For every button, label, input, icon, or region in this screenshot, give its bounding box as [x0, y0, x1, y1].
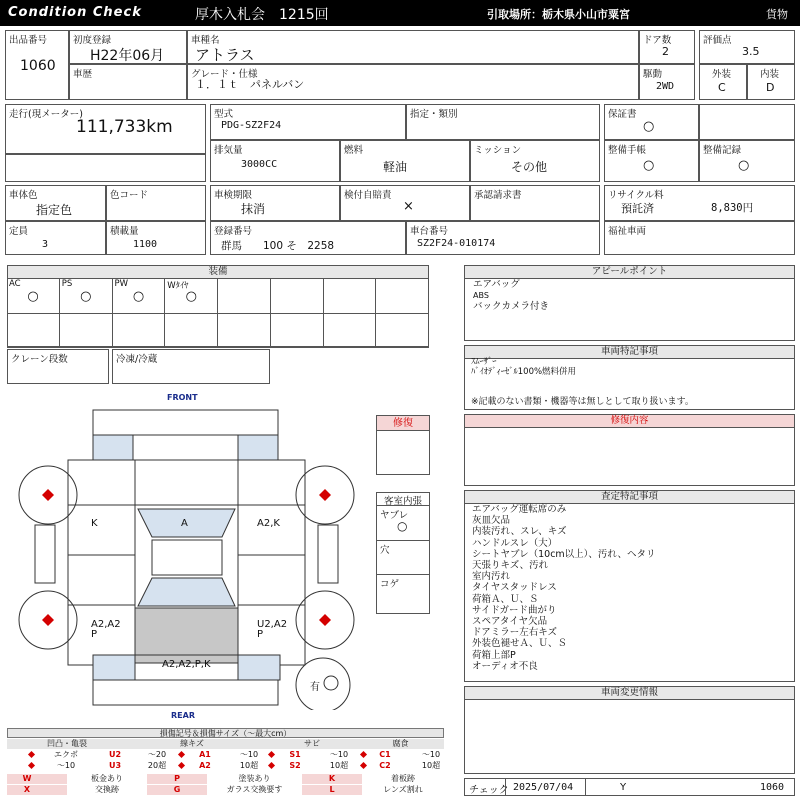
legend-size: 10超: [329, 761, 349, 770]
inspection-value: 抹消: [241, 202, 266, 216]
recycle-status: 預託済: [621, 202, 654, 215]
inspection-note-item: 内装汚れ、スレ、キズ: [472, 526, 567, 538]
inspection-label: 車検期限: [214, 190, 253, 201]
spare-label: 有: [310, 682, 320, 693]
load-value: 1100: [133, 239, 158, 250]
legend-desc: レンズ割れ: [362, 785, 444, 795]
inspection-note-item: 天張りキズ、汚れ: [472, 560, 549, 572]
interior-grade-label: 内装: [760, 69, 780, 80]
wheel-damage-marker: [319, 614, 331, 626]
legend-diamond-icon: [28, 762, 35, 769]
legend-size: ～10: [56, 761, 76, 770]
grade-value: １．１ｔ パネルバン: [195, 78, 305, 91]
wheel-damage-marker: [42, 489, 54, 501]
load-label: 積載量: [110, 226, 139, 237]
mission-value: その他: [511, 160, 548, 174]
inspection-note-item: 外装色褪せＡ、Ｕ、Ｓ: [472, 638, 568, 650]
model-name-value: アトラス: [195, 46, 255, 64]
mark-rear: A2,A2,P,K: [162, 659, 211, 670]
appeal-item: エアバッグ: [473, 279, 520, 290]
lot-cell: [5, 30, 69, 100]
legend-desc: 塗装あり: [207, 774, 302, 784]
changes-title: 車両変更情報: [465, 687, 794, 700]
equipment-item-mark: ○: [80, 289, 92, 304]
legend-group-rust: サビ: [304, 739, 320, 748]
equipment-slot: [271, 314, 324, 349]
lot-label: 出品番号: [9, 35, 48, 46]
vehicle-category: 貨物: [766, 8, 788, 21]
crane-label: クレーン段数: [11, 354, 68, 365]
equipment-slot: [376, 314, 429, 349]
equipment-slot: [324, 314, 377, 349]
doors-value: 2: [662, 45, 669, 58]
equipment-item-label: Wﾀｲﾔ: [167, 281, 189, 291]
legend-size: ～10: [421, 750, 441, 759]
reg-no-label: 登録番号: [214, 226, 253, 237]
interior-row-burn: [377, 575, 429, 613]
rear-bumper: [93, 680, 278, 705]
wheel-damage-marker: [319, 489, 331, 501]
fuel-label: 燃料: [344, 145, 364, 156]
capacity-value: 3: [42, 239, 49, 250]
designation-label: 指定・類別: [410, 109, 458, 120]
equipment-item-label: PS: [61, 279, 73, 289]
interior-row-hole: [377, 541, 429, 575]
reg-no-cell: [210, 221, 406, 255]
mark-right-rear: U2,A2 P: [257, 619, 288, 640]
recycle-fee: 8,830円: [711, 202, 754, 214]
history-cell: [69, 64, 187, 100]
inspection-note-item: 荷箱Ａ、Ｕ、Ｓ: [472, 593, 539, 605]
legend-code: S1: [289, 750, 301, 759]
mileage-value: 111,733km: [76, 117, 173, 137]
equipment-title: 装備: [8, 266, 428, 279]
mileage-label: 走行(現メーター): [9, 109, 83, 120]
inspection-note-item: スペアタイヤ欠品: [472, 616, 548, 628]
displacement-value: 3000CC: [241, 159, 278, 170]
fuel-cell: [340, 140, 470, 182]
equipment-item-mark: ○: [27, 289, 39, 304]
front-bumper: [93, 410, 278, 435]
brand-title: Condition Check: [8, 5, 142, 20]
color-cell: [5, 185, 106, 221]
grade-cell: [187, 64, 639, 100]
special-note: ※記載のない書類・機器等は無しとして取り扱います。: [471, 397, 694, 407]
drive-cell: [639, 64, 695, 100]
auction-title: 厚木入札会 1215回: [195, 7, 329, 23]
drive-label: 駆動: [643, 69, 663, 80]
legend-diamond-icon: [360, 762, 367, 769]
score-value: 3.5: [742, 45, 760, 58]
repair-content-title: 修復内容: [465, 415, 794, 428]
equipment-slot: [376, 279, 429, 314]
legend-groups: [7, 739, 444, 749]
legend-dent-label: エクボ: [54, 750, 78, 759]
spare-tire-hub: [324, 676, 338, 690]
approval-label: 承認請求書: [474, 190, 522, 201]
legend-code: C2: [379, 761, 391, 770]
legend-diamond-icon: [178, 762, 185, 769]
equipment-slot: [7, 279, 60, 314]
type-value: PDG-SZ2F24: [221, 120, 282, 131]
load-cell: [106, 221, 206, 255]
legend-code: X: [23, 785, 31, 794]
legend-diamond-icon: [178, 751, 185, 758]
maint-book-label: 整備手帳: [608, 145, 647, 156]
legend-desc: 着板跡: [362, 774, 444, 784]
approval-cell: [470, 185, 600, 221]
equipment-slot: [60, 314, 113, 349]
right-side-mirror: [318, 525, 338, 583]
inspection-note-item: 荷箱上部P: [472, 649, 516, 661]
cowl: [135, 460, 238, 505]
score-label: 評価点: [703, 35, 732, 46]
legend-code: U3: [108, 761, 122, 770]
displacement-cell: [210, 140, 340, 182]
equipment-item-label: PW: [114, 279, 129, 289]
legend-group-scratch: 線キズ: [180, 739, 204, 748]
capacity-label: 定員: [9, 226, 29, 237]
first-reg-label: 初度登録: [73, 35, 112, 46]
freezer-cell: [112, 349, 270, 384]
special-list: [471, 357, 576, 377]
displacement-label: 排気量: [214, 145, 243, 156]
exterior-value: C: [718, 81, 726, 94]
legend-size: ～20: [147, 750, 167, 759]
inspection-note-item: ドアミラー左右キズ: [472, 627, 558, 639]
legend-code: U2: [108, 750, 122, 759]
equipment-slot: [113, 314, 166, 349]
legend-diamond-icon: [268, 751, 275, 758]
doors-cell: [639, 30, 695, 64]
legend-desc: ガラス交換要す: [207, 785, 302, 795]
inspection-note-item: 灰皿欠品: [472, 515, 511, 527]
maint-book-cell: [604, 140, 699, 182]
inspection-note-item: 室内汚れ: [472, 571, 511, 583]
legend-code: A1: [199, 750, 211, 759]
spare-tire: [296, 658, 350, 710]
left-door: [68, 505, 135, 555]
welfare-label: 福祉車両: [608, 226, 647, 237]
equipment-item-mark: ○: [185, 289, 197, 304]
equipment-slot: [7, 314, 60, 349]
equipment-item-label: AC: [9, 279, 21, 289]
check-date: 2025/07/04: [513, 782, 574, 793]
mileage-blank-cell: [5, 154, 206, 182]
mark-left-mid: K: [91, 518, 98, 529]
interior-tear-label: ヤブレ: [380, 510, 409, 521]
legend-code: W: [22, 774, 32, 783]
warranty-value: ○: [643, 119, 655, 134]
legend-diamond-icon: [268, 762, 275, 769]
maint-record-cell: [699, 140, 795, 182]
interior-title: 客室内張: [377, 493, 429, 506]
legend-group-corrosion: 腐食: [392, 739, 409, 748]
legend-code: L: [329, 785, 335, 794]
equipment-slot: [271, 279, 324, 314]
changes-panel: [464, 686, 795, 774]
hood: [133, 435, 238, 460]
color-code-label: 色コード: [110, 190, 149, 201]
equipment-slot: [218, 314, 271, 349]
equipment-slot: [165, 314, 218, 349]
check-divider: [585, 779, 586, 795]
mark-left-rear: A2,A2 P: [91, 619, 121, 640]
legend-row-4: [7, 785, 444, 795]
appeal-panel: [464, 265, 795, 341]
capacity-cell: [5, 221, 106, 255]
right-door: [238, 505, 305, 555]
roof: [152, 540, 222, 575]
front-right-lamp: [238, 435, 278, 460]
wheel-damage-marker: [42, 614, 54, 626]
right-front-fender: [238, 460, 305, 505]
inspection-note-item: サイドガード曲がり: [472, 604, 557, 616]
doors-label: ドア数: [643, 35, 672, 46]
inspection-note-item: オーディオ不良: [472, 660, 538, 672]
designation-cell: [406, 104, 600, 140]
interior-burn-label: コゲ: [380, 579, 400, 590]
equipment-panel: [7, 265, 429, 347]
legend-desc: 交換跡: [67, 785, 147, 795]
chassis-value: SZ2F24-010174: [417, 238, 496, 249]
special-panel: [464, 345, 795, 410]
interior-row-tear: [377, 506, 429, 541]
appeal-title: アピールポイント: [465, 266, 794, 279]
score-cell: [699, 30, 795, 64]
inspection-note-item: エアバッグ運転席のみ: [472, 504, 567, 515]
legend-diamond-icon: [360, 751, 367, 758]
inspection-notes-list: [472, 504, 656, 672]
legend-size: ～10: [239, 750, 259, 759]
equipment-slot: [113, 279, 166, 314]
left-rear-door: [68, 555, 135, 605]
inspection-note-item: シートヤブレ（10cm以上）、汚れ、ヘタリ: [472, 548, 656, 560]
inspection-note-item: ハンドルスレ（大）: [472, 537, 558, 549]
check-row: [464, 778, 795, 796]
front-left-lamp: [93, 435, 133, 460]
appeal-list: [473, 279, 549, 313]
freezer-label: 冷凍/冷蔵: [116, 354, 158, 365]
rear-glass: [138, 578, 235, 606]
repair-panel: [376, 415, 430, 475]
appeal-item: ABS: [473, 291, 489, 301]
legend-size: 20超: [147, 761, 167, 770]
interior-panel: [376, 492, 430, 614]
equipment-slot: [324, 279, 377, 314]
warranty-blank-cell: [699, 104, 795, 140]
recycle-cell: [604, 185, 795, 221]
equipment-item-mark: ○: [132, 289, 145, 304]
rear-label: REAR: [171, 711, 195, 720]
maint-book-value: ○: [643, 158, 655, 173]
check-divider: [505, 779, 506, 795]
right-rear-door: [238, 555, 305, 605]
color-code-cell: [106, 185, 206, 221]
welfare-cell: [604, 221, 795, 255]
color-value: 指定色: [36, 203, 73, 217]
front-label: FRONT: [167, 393, 198, 402]
interior-hole-label: 穴: [380, 545, 390, 556]
legend-code: A2: [199, 761, 211, 770]
legend-code: P: [174, 774, 180, 783]
type-cell: [210, 104, 406, 140]
rear-left-lamp: [93, 655, 135, 680]
equipment-slot: [165, 279, 218, 314]
repair-title: 修復: [377, 416, 429, 431]
interior-grade-value: D: [766, 81, 775, 94]
interior-grade-cell: [747, 64, 795, 100]
maint-record-label: 整備記録: [703, 145, 742, 156]
warranty-label: 保証書: [608, 109, 637, 120]
first-reg-value: H22年06月: [90, 48, 165, 64]
warranty-cell: [604, 104, 699, 140]
model-name-cell: [187, 30, 639, 64]
exterior-cell: [699, 64, 747, 100]
check-label: チェック: [469, 785, 509, 796]
model-name-label: 車種名: [191, 35, 220, 46]
legend-size: ～10: [329, 750, 349, 759]
pickup-location: 引取場所：栃木県小山市粟宮: [487, 8, 630, 21]
check-mark: Y: [620, 782, 627, 793]
mark-right-mid: A2,K: [257, 518, 280, 529]
mission-cell: [470, 140, 600, 182]
legend-group-dent: 凹凸・亀裂: [47, 739, 87, 748]
grade-label: グレード・仕様: [191, 69, 258, 80]
legend-code: G: [173, 785, 181, 794]
header-bar: [0, 0, 800, 26]
insurance-value: ×: [403, 199, 414, 214]
legend-size: 10超: [239, 761, 259, 770]
insurance-cell: [340, 185, 470, 221]
maint-record-value: ○: [738, 158, 750, 173]
legend-title: 損傷記号＆損傷サイズ（～最大cm）: [7, 728, 444, 738]
recycle-label: リサイクル料: [608, 190, 664, 201]
special-item: ﾊﾞｲｵﾃﾞｨｰｾﾞﾙ100%燃料併用: [471, 367, 577, 377]
special-title: 車両特記事項: [465, 346, 794, 359]
chassis-cell: [406, 221, 600, 255]
repair-content-panel: [464, 414, 795, 486]
type-label: 型式: [214, 109, 234, 120]
chassis-label: 車台番号: [410, 226, 449, 237]
legend-desc: 板金あり: [67, 774, 147, 784]
lot-number: 1060: [20, 58, 56, 74]
left-side-mirror: [35, 525, 55, 583]
drive-value: 2WD: [656, 81, 675, 92]
legend-diamond-icon: [28, 751, 35, 758]
insurance-label: 検付自賠責: [344, 190, 392, 201]
inspection-cell: [210, 185, 340, 221]
legend-row-3: [7, 774, 444, 784]
color-label: 車体色: [9, 190, 38, 201]
equipment-slot: [218, 279, 271, 314]
legend-code: C1: [379, 750, 391, 759]
fuel-value: 軽油: [383, 160, 408, 174]
legend-code: S2: [289, 761, 301, 770]
special-item: ｽﾑｰｻﾞｰ: [471, 357, 497, 367]
interior-tear-mark: ○: [397, 519, 408, 533]
appeal-item: バックカメラ付き: [473, 301, 550, 313]
exterior-label: 外装: [712, 69, 732, 80]
first-reg-cell: [69, 30, 187, 64]
rear-right-lamp: [238, 655, 280, 680]
crane-cell: [7, 349, 109, 384]
mission-label: ミッション: [474, 145, 522, 156]
legend-row-2: [7, 761, 444, 771]
inspection-note-item: タイヤスタッドレス: [472, 582, 557, 594]
mark-roof: A: [181, 518, 188, 529]
legend-code: K: [328, 774, 336, 783]
history-label: 車歴: [73, 69, 93, 80]
mileage-cell: [5, 104, 206, 154]
legend-row-1: [7, 750, 444, 760]
check-lot: 1060: [760, 782, 785, 793]
inspection-notes-panel: [464, 490, 795, 682]
inspection-notes-title: 査定特記事項: [465, 491, 794, 504]
left-front-fender: [68, 460, 135, 505]
legend-size: 10超: [421, 761, 441, 770]
equipment-slot: [60, 279, 113, 314]
reg-no-value: 群馬 100 そ 2258: [221, 240, 335, 252]
